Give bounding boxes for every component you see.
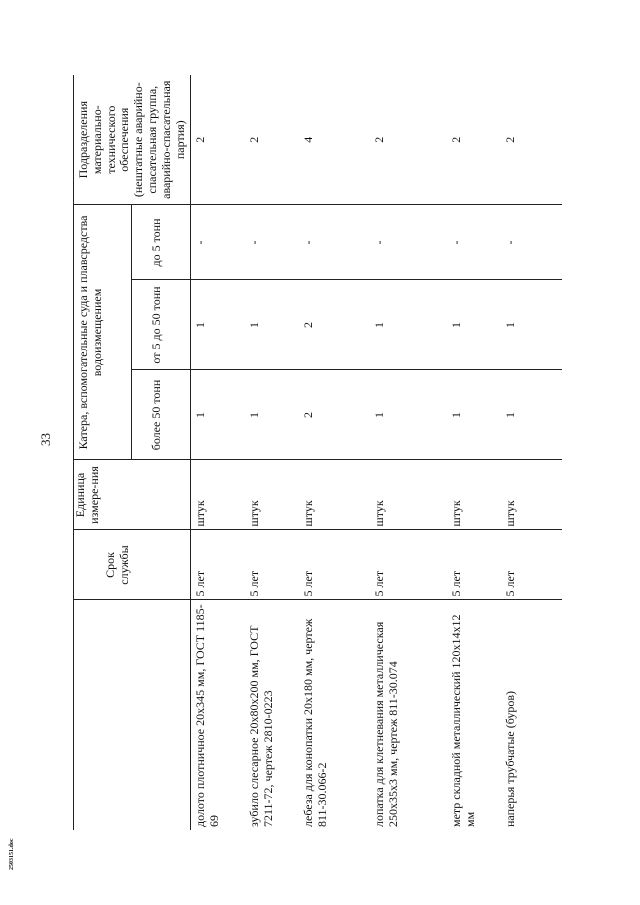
row-from5to50: 1	[370, 280, 447, 370]
row-unit: штук	[370, 460, 447, 530]
row-over50: 1	[370, 370, 447, 460]
row-over50: 1	[501, 370, 562, 460]
row-unit: штук	[299, 460, 370, 530]
row-from5to50: 2	[299, 280, 370, 370]
row-supply: 2	[447, 75, 501, 205]
row-from5to50: 1	[191, 280, 246, 370]
row-over50: 1	[191, 370, 246, 460]
file-label: 2503151.doc	[9, 838, 15, 870]
table-row	[447, 75, 501, 830]
table-row	[191, 75, 246, 830]
header-over50: более 50 тонн	[131, 370, 191, 460]
header-supply: Подразделения материально-технического обеспечения (нештатные аварийно-спасательная группа, аварийно-спасательная партия)	[74, 75, 191, 205]
row-name: метр складной металлический 120х14х12 мм	[447, 600, 501, 830]
header-boats-group: Катера, вспомогательные суда и плавсредства водоизмещением	[74, 205, 132, 460]
row-name: зубило слесарное 20х80х200 мм, ГОСТ 7211-72, чертеж 2810-0223	[245, 600, 299, 830]
row-from5to50: 1	[447, 280, 501, 370]
header-upto5: до 5 тонн	[131, 205, 191, 280]
row-upto5: -	[299, 205, 370, 280]
row-term: 5 лет	[501, 530, 562, 600]
row-unit: штук	[447, 460, 501, 530]
row-term: 5 лет	[191, 530, 246, 600]
row-term: 5 лет	[245, 530, 299, 600]
table-row	[501, 75, 562, 830]
row-upto5: -	[447, 205, 501, 280]
table-row	[245, 75, 299, 830]
row-name: долото плотничное 20х345 мм, ГОСТ 1185-69	[191, 600, 246, 830]
row-over50: 1	[447, 370, 501, 460]
row-supply: 2	[370, 75, 447, 205]
row-supply: 4	[299, 75, 370, 205]
row-supply: 2	[245, 75, 299, 205]
header-name	[74, 600, 191, 830]
row-unit: штук	[191, 460, 246, 530]
header-term: Срок службы	[74, 530, 191, 600]
row-supply: 2	[501, 75, 562, 205]
equipment-table-container	[73, 75, 538, 830]
row-upto5: -	[370, 205, 447, 280]
row-over50: 2	[299, 370, 370, 460]
table-row	[299, 75, 370, 830]
table-row	[370, 75, 447, 830]
header-row-top	[74, 75, 132, 830]
row-supply: 2	[191, 75, 246, 205]
row-name: лебеза для конопатки 20х180 мм, чертеж 811-30.066-2	[299, 600, 370, 830]
page-number: 33	[38, 433, 53, 446]
row-name: наперья трубчатые (буров)	[501, 600, 562, 830]
row-unit: штук	[501, 460, 562, 530]
row-term: 5 лет	[447, 530, 501, 600]
row-upto5: -	[191, 205, 246, 280]
row-from5to50: 1	[245, 280, 299, 370]
row-upto5: -	[245, 205, 299, 280]
header-unit: Единица измере-ния	[74, 460, 191, 530]
equipment-table	[73, 75, 562, 830]
row-unit: штук	[245, 460, 299, 530]
row-upto5: -	[501, 205, 562, 280]
row-over50: 1	[245, 370, 299, 460]
row-term: 5 лет	[370, 530, 447, 600]
row-name: лопатка для клетневания металлическая 250х35х3 мм, чертеж 811-30.074	[370, 600, 447, 830]
header-from5to50: от 5 до 50 тонн	[131, 280, 191, 370]
row-term: 5 лет	[299, 530, 370, 600]
row-from5to50: 1	[501, 280, 562, 370]
